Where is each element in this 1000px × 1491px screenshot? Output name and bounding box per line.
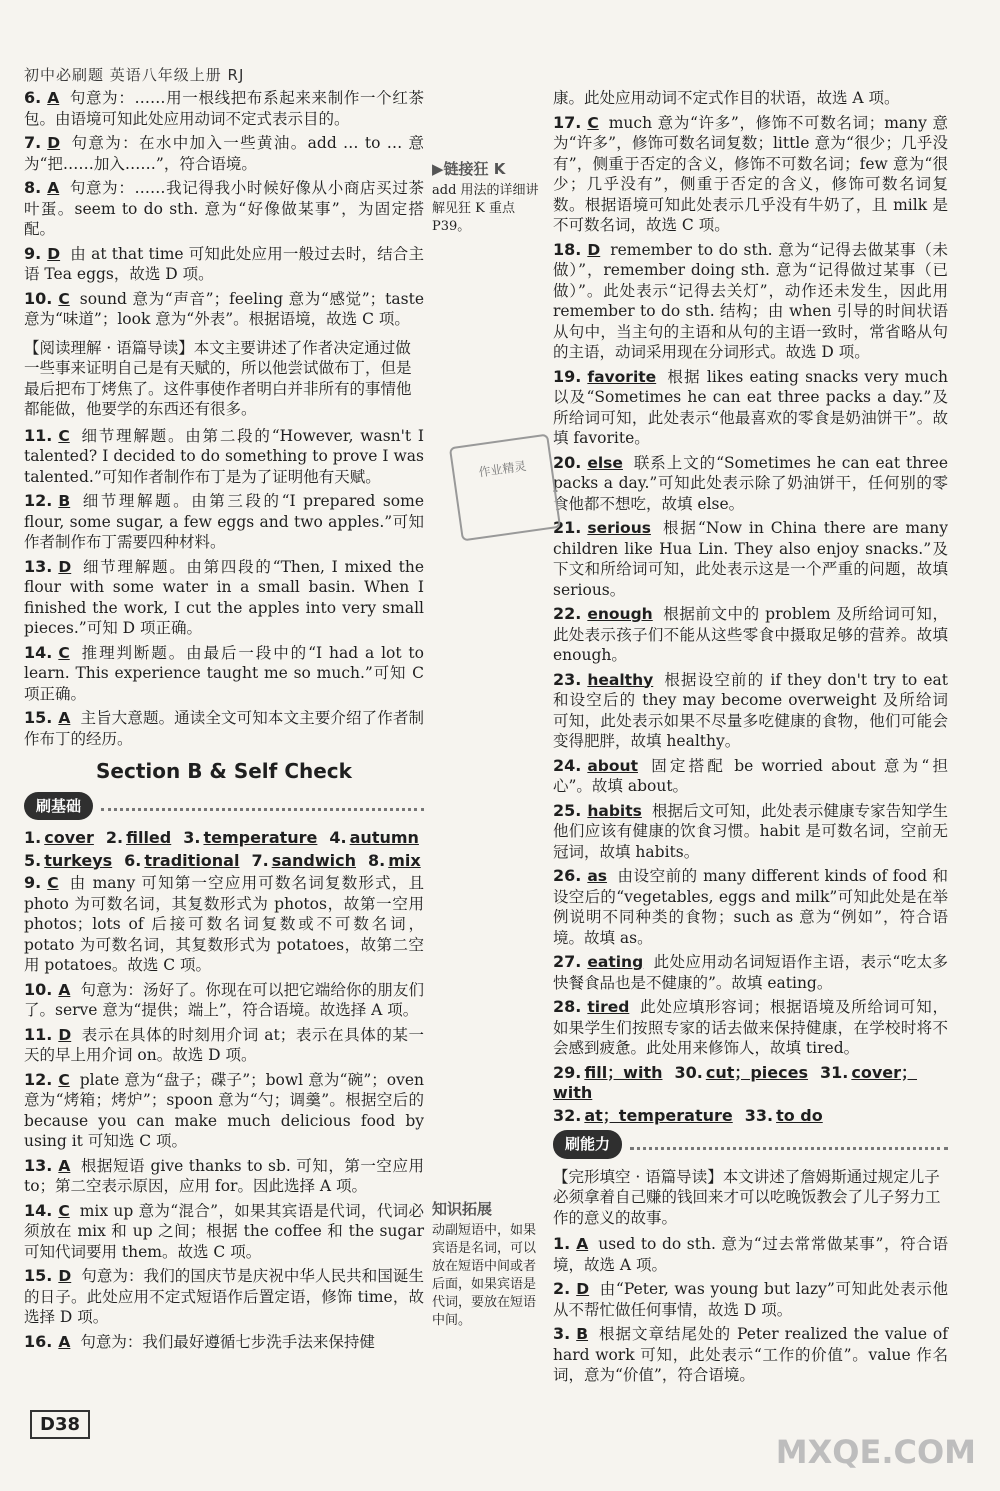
answer-entry <box>553 1279 948 1320</box>
entry-answer: B <box>58 492 71 510</box>
entry-number: 11. <box>24 1024 53 1044</box>
short-answer-number: 31. <box>820 1062 849 1082</box>
short-answer <box>124 851 239 870</box>
entry-answer: tired <box>587 998 630 1016</box>
fill-answers-2 <box>553 1106 948 1127</box>
side-note-text: 动副短语中，如果宾语是名词，可以放在短语中间或者后面，如果宾语是代词，要放在短语中间。 <box>432 1223 537 1328</box>
entry-number: 7. <box>24 133 42 152</box>
entry-answer: D <box>58 1025 72 1044</box>
entry-explanation: 句意为：在水中加入一些黄油。add … to … 意为“把……加入……”，符合语境。 <box>24 134 424 173</box>
entry-explanation: 根据 likes eating snacks very much 以及“Sometimes he can eat three packs a day.”及所给词可知，此处表示“他最喜欢的零食是奶油饼干”。故填 favorite。 <box>553 367 948 447</box>
entry-answer: else <box>587 453 623 472</box>
answer-entry <box>553 670 948 752</box>
side-note-knowledge <box>432 1200 542 1330</box>
entry-explanation: 联系上文的“Sometimes he can eat three packs a day.”可知此处表示除了奶油饼干，任何别的零食他都不想吃，故填 else。 <box>553 453 948 513</box>
answer-entry <box>553 756 948 797</box>
left-column <box>24 88 424 1356</box>
entry-answer: healthy <box>587 670 654 689</box>
short-answer <box>24 851 112 870</box>
answer-entry <box>553 453 948 515</box>
short-answer-number: 3. <box>183 828 201 847</box>
short-answer-number: 6. <box>124 850 142 870</box>
short-answer <box>329 828 419 847</box>
entry-number: 1. <box>553 1234 571 1253</box>
entry-explanation: 此处应用动名词短语作主语，表示“吃太多快餐食品也是不健康的”。故填 eating。 <box>553 953 948 992</box>
entry-number: 11. <box>24 425 53 445</box>
entry-number: 14. <box>24 642 53 662</box>
entry-number: 10. <box>24 979 53 999</box>
entry-number: 15. <box>24 708 53 727</box>
entry-number: 3. <box>553 1324 571 1343</box>
entry-explanation: plate 意为“盘子；碟子”；bowl 意为“碗”；oven 意为“烤箱；烤炉”；spoon 意为“勺；调羹”。根据空后的 because you can make much delicious food by using it 可知选 C 项。 <box>24 1070 424 1150</box>
entry-explanation: 细节理解题。由第四段的“Then, I mixed the flour with some water in a small basin. When I finished the work, I cut the apples into very small pieces.”可知 D 项正确。 <box>24 557 424 637</box>
short-answer <box>106 828 171 847</box>
entry-answer: B <box>576 1325 589 1343</box>
short-answer-number: 30. <box>674 1062 703 1082</box>
answer-entry <box>24 1266 424 1328</box>
answer-entry <box>553 604 948 666</box>
entry-number: 19. <box>553 366 582 386</box>
short-answer <box>183 828 317 847</box>
side-note-title: 知识拓展 <box>432 1200 493 1218</box>
entry-number: 9. <box>24 243 42 263</box>
entry-answer: A <box>47 89 60 107</box>
answer-entry <box>24 133 424 174</box>
entry-answer: as <box>587 867 608 885</box>
answer-entry <box>24 1332 424 1353</box>
entry-explanation: 句意为：……用一根线把布系起来来制作一个红茶包。由语境可知此处应用动词不定式表示目的。 <box>24 89 424 128</box>
entry-number: 16. <box>24 1331 53 1351</box>
entry-number: 17. <box>553 112 582 132</box>
entry-explanation: sound 意为“声音”；feeling 意为“感觉”；taste 意为“味道”；look 意为“外表”。根据语境，故选 C 项。 <box>24 289 424 328</box>
entry-explanation: 固定搭配 be worried about 意为“担心”。故填 about。 <box>553 756 948 795</box>
short-answer-number: 2. <box>105 828 124 847</box>
entry-answer: D <box>47 134 61 152</box>
entry-answer: habits <box>587 801 642 820</box>
side-note-title: ▶链接狂 K <box>432 160 506 178</box>
entry-explanation: 细节理解题。由第三段的“I prepared some flour, some sugar, a few eggs and two apples.”可知作者制作布丁需要四种材料。 <box>24 492 424 551</box>
short-answer-number: 4. <box>329 828 347 847</box>
entry-number: 13. <box>24 1155 53 1175</box>
entry-explanation: 由设空前的 many different kinds of food 和设空后的“vegetables, eggs and milk”可知此处是在举例说明不同种类的食物；such as 意为“例如”，符合语境。故填 as。 <box>553 867 948 947</box>
short-answer <box>24 828 94 847</box>
dotted-divider <box>630 1139 948 1150</box>
short-answer-word: sandwich <box>271 850 356 870</box>
short-answer-number: 5. <box>24 850 42 870</box>
answer-entry <box>553 866 948 948</box>
entry-number: 20. <box>553 452 582 472</box>
entry-explanation: remember to do sth. 意为“记得去做某事（未做）”，remember doing sth. 意为“记得做过某事（已做）”。此处表示“记得去关灯”，动作还未发生，因此用 remember to do sth. 结构；由 when 引导的时间状语从句中，当主句的主语和从句的主语一致时，常省略从句的主语，动词采用现在分词形式。故选 D 项。 <box>553 240 948 361</box>
answer-entry <box>24 557 424 639</box>
entry-number: 10. <box>24 288 53 308</box>
answer-entry <box>24 88 424 129</box>
entry-answer: about <box>587 756 638 775</box>
entry-answer: C <box>58 1070 70 1089</box>
answer-entry <box>553 1234 948 1275</box>
answer-entry <box>24 1156 424 1197</box>
answer-entry <box>24 1201 424 1263</box>
answer-entry <box>24 426 424 488</box>
short-answer-word: turkeys <box>44 850 113 870</box>
short-answer-word: fill；with <box>584 1062 663 1082</box>
entry-answer: enough <box>587 605 653 623</box>
vocab-answers-1 <box>24 828 424 849</box>
short-answer-word: traditional <box>144 850 240 870</box>
answer-entry <box>553 997 948 1059</box>
fill-answers-1 <box>553 1063 948 1104</box>
entry-number: 21. <box>553 518 582 537</box>
entry-answer: serious <box>587 519 651 537</box>
entry-answer: C <box>58 1201 70 1220</box>
entry-answer: C <box>47 874 59 892</box>
short-answer-word: filled <box>126 828 172 847</box>
side-note-link <box>432 160 542 236</box>
entry-answer: D <box>587 240 601 259</box>
short-answer <box>745 1106 823 1125</box>
entry-answer: A <box>58 709 71 727</box>
entry-explanation: 根据文章结尾处的 Peter realized the value of hard work 可知，此处表示“工作的价值”。value 作名词，意为“价值”，符合语境。 <box>553 1325 948 1384</box>
entry-number: 22. <box>553 604 582 623</box>
short-answer-number: 1. <box>24 828 42 847</box>
answer-entry <box>24 178 424 240</box>
entry-explanation: mix up 意为“混合”，如果其宾语是代词，代词必须放在 mix 和 up 之间；根据 the coffee 和 the sugar 可知代词要用 them。故选 C 项。 <box>24 1201 424 1261</box>
answer-entry <box>553 367 948 449</box>
answer-entry <box>24 491 424 553</box>
entry-explanation: 句意为：汤好了。你现在可以把它端给你的朋友们了。serve 意为“提供；端上”，符合语境。故选择 A 项。 <box>24 980 424 1019</box>
short-answer-word: autumn <box>349 828 419 847</box>
vocab-answers-2 <box>24 851 424 872</box>
answer-entry <box>24 980 424 1021</box>
entry-number: 12. <box>24 1069 53 1089</box>
entry-explanation: 根据前文中的 problem 及所给词可知，此处表示孩子们不能从这些零食中摄取足够的营养。故填 enough。 <box>553 605 948 664</box>
entry-answer: C <box>58 289 70 308</box>
entry-answer: D <box>58 1267 72 1285</box>
short-answer-number: 32. <box>553 1105 582 1125</box>
answer-entry <box>553 1324 948 1386</box>
entry-answer: A <box>58 1156 71 1175</box>
reading-guide: 【阅读理解 · 语篇导读】本文主要讲述了作者决定通过做一些事来证明自己是有天赋的，所以他尝试做布丁，但是最后把布丁烤焦了。这件事使作者明白并非所有的事情他都能做，他要学的东西还有很多。 <box>24 338 412 418</box>
entry-answer: C <box>58 426 70 445</box>
entry-number: 8. <box>24 178 42 197</box>
entry-explanation: 由 many 可知第一空应用可数名词复数形式，且 photo 为可数名词，其复数形式为 photos，故第一空用 photos；lots of 后接可数名词复数或不可数名词，potato 为可数名词，其复数形式为 potatoes，故第二空用 potatoes。故选 C 项。 <box>24 874 424 974</box>
short-answer <box>553 1106 733 1125</box>
page-number: D38 <box>30 1410 90 1439</box>
entry-number: 25. <box>553 800 582 820</box>
entry-answer: favorite <box>587 367 657 386</box>
entry-number: 23. <box>553 669 582 689</box>
entry-answer: A <box>576 1235 589 1253</box>
watermark: MXQE.COM <box>775 1433 976 1471</box>
entry-number: 15. <box>24 1266 53 1285</box>
entry-explanation: 由 at that time 可知此处应用一般过去时，结合主语 Tea eggs，故选 D 项。 <box>24 244 424 283</box>
entry-explanation: 康。此处应用动词不定式作目的状语，故选 A 项。 <box>553 89 900 107</box>
entry-explanation: 此处应填形容词；根据语境及所给词可知，如果学生们按照专家的话去做来保持健康，在学校时将不会感到疲惫。此处用来修饰人，故填 tired。 <box>553 998 948 1057</box>
answer-entry <box>553 801 948 863</box>
entry-number: 18. <box>553 239 582 259</box>
short-answer-word: cover <box>44 828 94 847</box>
short-answer-number: 8. <box>368 850 386 870</box>
entry-explanation: 根据短语 give thanks to sb. 可知，第一空应用 to；第二空表示原因，应用 for。因此选择 A 项。 <box>24 1156 424 1195</box>
short-answer-number: 29. <box>553 1062 582 1082</box>
badge-basic: 刷基础 <box>24 792 93 821</box>
answer-entry <box>24 1070 424 1152</box>
short-answer-number: 7. <box>251 850 269 870</box>
entry-explanation: 表示在具体的时刻用介词 at；表示在具体的某一天的早上用介词 on。故选 D 项。 <box>24 1025 424 1064</box>
short-answer-word: at；temperature <box>584 1105 733 1125</box>
short-answer-number: 33. <box>744 1105 774 1125</box>
entry-explanation: 根据设空前的 if they don't try to eat 和设空后的 they may become overweight 及所给词可知，此处表示如果不尽量多吃健康的食物，他们可能会变得肥胖，故填 healthy。 <box>553 670 948 750</box>
entry-number: 9. <box>24 873 42 892</box>
entry-answer: A <box>58 980 71 999</box>
entry-explanation: 细节理解题。由第二段的“However, wasn't I talented? I decided to do something to prove I was talented.”可知作者制作布丁是为了证明他有天赋。 <box>24 426 424 486</box>
entry-number: 6. <box>24 88 42 107</box>
entry-number: 26. <box>553 866 582 885</box>
short-answer-word: temperature <box>203 828 318 847</box>
answer-entry <box>553 88 948 109</box>
dotted-divider <box>101 800 424 811</box>
answer-entry <box>553 952 948 993</box>
short-answer-word: mix <box>388 850 421 870</box>
answer-entry <box>24 643 424 705</box>
entry-explanation: used to do sth. 意为“过去常常做某事”，符合语境，故选 A 项。 <box>553 1235 948 1274</box>
entry-explanation: 由“Peter, was young but lazy”可知此处表示他从不帮忙做任何事情，故选 D 项。 <box>553 1280 948 1319</box>
entry-explanation: 推理判断题。由最后一段中的“I had a lot to learn. This experience taught me so much.”可知 C 项正确。 <box>24 643 424 703</box>
entry-number: 14. <box>24 1200 53 1220</box>
stamp-logo: 作业精灵 <box>449 434 561 542</box>
entry-answer: C <box>58 643 70 662</box>
entry-answer: D <box>47 244 61 263</box>
entry-answer: D <box>58 557 72 576</box>
answer-entry <box>24 873 424 976</box>
short-answer-word: cut；pieces <box>705 1062 809 1082</box>
entry-answer: C <box>587 113 599 132</box>
entry-number: 12. <box>24 491 53 510</box>
answer-entry <box>553 113 948 236</box>
entry-explanation: 根据后文可知，此处表示健康专家告知学生他们应该有健康的饮食习惯。habit 是可数名词，空前无冠词，故填 habits。 <box>553 801 948 861</box>
entry-explanation: 主旨大意题。通读全文可知本文主要介绍了作者制作布丁的经历。 <box>24 709 424 748</box>
entry-answer: A <box>47 179 60 197</box>
entry-explanation: 根据“Now in China there are many children like Hua Lin. They also enjoy snacks.”及下文和所给词可知，此处表示这是一个严重的问题，故填 serious。 <box>553 519 948 599</box>
entry-explanation: 句意为：我们的国庆节是庆祝中华人民共和国诞生的日子。此处应用不定式短语作后置定语，修饰 time，故选择 D 项。 <box>24 1267 424 1326</box>
entry-number: 24. <box>553 755 582 775</box>
side-note-text: add 用法的详细讲解见狂 K 重点 P39。 <box>432 183 539 234</box>
entry-number: 27. <box>553 952 582 971</box>
entry-number: 28. <box>553 997 582 1016</box>
entry-answer: D <box>576 1280 590 1298</box>
short-answer-word: cover；with <box>553 1062 918 1102</box>
answer-entry <box>553 240 948 363</box>
answer-entry <box>24 244 424 285</box>
short-answer <box>553 1063 662 1082</box>
entry-explanation: 句意为：……我记得我小时候好像从小商店买过茶叶蛋。seem to do sth. 意为“好像做某事”，为固定搭配。 <box>24 179 424 238</box>
entry-answer: A <box>58 1332 71 1351</box>
short-answer <box>674 1063 808 1082</box>
answer-entry <box>24 708 424 749</box>
short-answer-word: to do <box>776 1105 823 1125</box>
answer-entry <box>24 289 424 330</box>
right-column <box>553 88 948 1390</box>
page-header: 初中必刷题 英语八年级上册 RJ <box>24 66 245 84</box>
short-answer <box>368 851 421 870</box>
answer-entry <box>553 518 948 600</box>
cloze-guide: 【完形填空 · 语篇导读】本文讲述了詹姆斯通过规定儿子必须拿着自己赚的钱回来才可以吃晚饭教会了儿子努力工作的意义的故事。 <box>553 1167 941 1227</box>
short-answer <box>251 851 356 870</box>
entry-number: 2. <box>553 1279 571 1298</box>
section-title: Section B & Self Check <box>96 759 352 783</box>
answer-entry <box>24 1025 424 1066</box>
entry-number: 13. <box>24 556 53 576</box>
entry-explanation: 句意为：我们最好遵循七步洗手法来保持健 <box>80 1332 375 1351</box>
entry-explanation: much 意为“许多”，修饰不可数名词；many 意为“许多”，修饰可数名词复数；little 意为“很少；几乎没有”，侧重于否定的含义，修饰不可数名词；few 意为“很少；几乎没有”，侧重于否定的含义，修饰可数名词复数。根据语境可知此处表示几乎没有牛奶了，且 milk 是不可数名词，故选 C 项。 <box>553 113 948 234</box>
badge-ability: 刷能力 <box>553 1130 622 1159</box>
entry-answer: eating <box>587 953 644 971</box>
